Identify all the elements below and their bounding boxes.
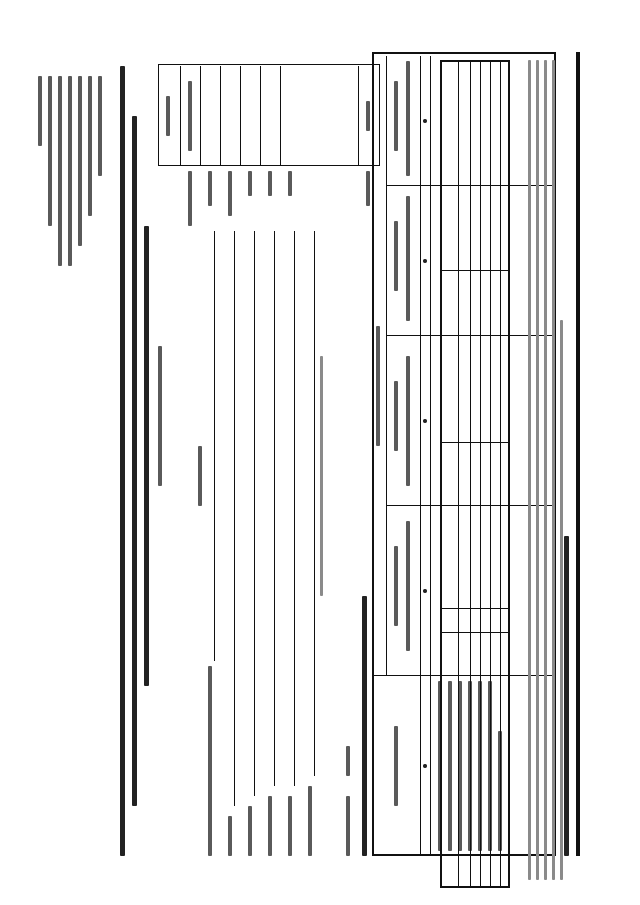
section-2-table [576,52,580,856]
section-1-heading [362,596,367,856]
section-2-heading [564,536,569,856]
